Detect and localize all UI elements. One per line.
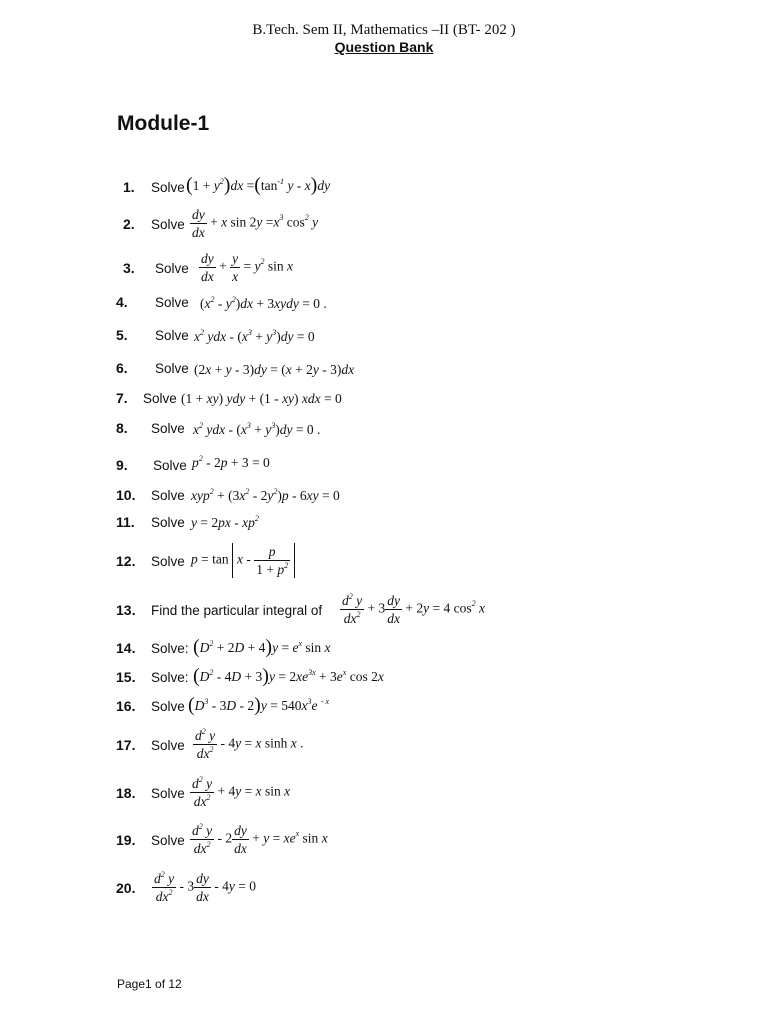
- equation-15: $(D^2 - 4D + 3)y = 2xe^{3x} + 3e^x$ cos 2x: [193, 665, 384, 687]
- question-number: 3.: [123, 260, 135, 276]
- equation-3: $\frac{dy}{dx}$ + $\frac{y}{x}$ = $y^2$ sin x: [201, 251, 294, 284]
- equation-2: $\frac{dy}{dx}$ + x $\sin 2y =x^3$ $\cos^2 y$: [192, 207, 319, 240]
- question-number: 1.: [123, 179, 135, 195]
- question-prompt: Solve:: [151, 641, 189, 656]
- question-prompt: Solve: [151, 554, 185, 569]
- question-number: 2.: [123, 216, 135, 232]
- question-prompt: Solve: [151, 699, 185, 714]
- equation-10: $xyp^2 + (3x^2 - 2y^2)p - 6xy = 0$: [191, 486, 340, 503]
- question-number: 13.: [116, 602, 136, 618]
- question-prompt: Solve:: [151, 670, 189, 685]
- question-prompt: Solve: [151, 738, 185, 753]
- question-prompt: Solve: [151, 488, 185, 503]
- equation-5: $x^2$ ydx - $(x^3 + y^3)dy = 0$: [194, 327, 315, 344]
- equation-12: p = tan x - $\frac{p}{1 + p^2}$: [191, 543, 295, 578]
- equation-14: $(D^2 + 2D + 4)y = e^x$ sin x: [193, 636, 331, 658]
- question-prompt: Solve: [155, 361, 189, 376]
- question-number: 7.: [116, 390, 128, 406]
- equation-17: $\frac{d^2 y}{dx^2}$ - 4y = x sinh x .: [195, 726, 304, 761]
- question-number: 6.: [116, 360, 128, 376]
- question-number: 11.: [116, 514, 135, 530]
- module-heading: Module-1: [117, 112, 210, 135]
- question-prompt: Solve: [151, 833, 185, 848]
- question-prompt: Find the particular integral of: [151, 603, 323, 618]
- question-prompt: Solve: [151, 786, 185, 801]
- equation-7: (1 + xy) ydy + (1 - xy) xdx = 0: [181, 391, 342, 406]
- question-prompt: Solve: [155, 328, 189, 343]
- question-prompt: Solve: [155, 295, 189, 310]
- equation-20: $\frac{d^2 y}{dx^2}$ - 3 $\frac{dy}{dx}$ - 4y = 0: [154, 869, 256, 904]
- equation-18: $\frac{d^2 y}{dx^2}$ + 4y = x sin x: [192, 774, 291, 809]
- equation-4: $(x^2 - y^2)dx$ + 3xydy = 0 .: [200, 294, 327, 311]
- question-number: 9.: [116, 457, 128, 473]
- question-number: 15.: [116, 669, 136, 685]
- question-prompt: Solve: [143, 391, 177, 406]
- question-prompt: Solve: [151, 421, 185, 436]
- equation-11: $y = 2px - xp^2$: [191, 513, 259, 530]
- question-number: 10.: [116, 487, 136, 503]
- question-number: 20.: [116, 880, 136, 896]
- equation-6: (2x + y - 3)dy = (x + 2y - 3)dx: [194, 362, 355, 377]
- question-prompt: Solve: [151, 515, 185, 530]
- equation-8: $x^2$ ydx - $(x^3 + y^3)dy = 0$ .: [193, 420, 321, 437]
- course-header: B.Tech. Sem II, Mathematics –II (BT- 202 ): [252, 22, 516, 38]
- question-number: 5.: [116, 327, 128, 343]
- question-number: 14.: [116, 640, 136, 656]
- question-prompt: Solve: [153, 458, 187, 473]
- equation-13: $\frac{d^2 y}{dx^2}$ + 3 $\frac{dy}{dx}$ + 2y = 4 $\cos^2 x$: [342, 591, 485, 626]
- question-number: 8.: [116, 420, 128, 436]
- question-number: 17.: [116, 737, 136, 753]
- question-number: 18.: [116, 785, 136, 801]
- question-number: 16.: [116, 698, 136, 714]
- question-number: 4.: [116, 294, 128, 310]
- question-prompt: Solve: [151, 217, 185, 232]
- question-prompt: Solve: [155, 261, 189, 276]
- equation-1: $(1 + y^2)dx =(\tan^{-1}$ y - x)dy: [186, 174, 331, 196]
- question-bank-title: Question Bank: [334, 39, 434, 55]
- equation-9: $p^2 - 2p + 3 = 0$: [192, 453, 270, 470]
- question-prompt: Solve: [151, 180, 185, 195]
- question-number: 12.: [116, 553, 136, 569]
- question-number: 19.: [116, 832, 136, 848]
- equation-19: $\frac{d^2 y}{dx^2}$ - 2 $\frac{dy}{dx}$ + $y = xe^x$ sin x: [192, 821, 328, 856]
- page-footer: Page1 of 12: [117, 977, 182, 991]
- equation-16: $(D^3 - 3D - 2)y = 540x^3e$ $^{- x}$: [188, 694, 330, 716]
